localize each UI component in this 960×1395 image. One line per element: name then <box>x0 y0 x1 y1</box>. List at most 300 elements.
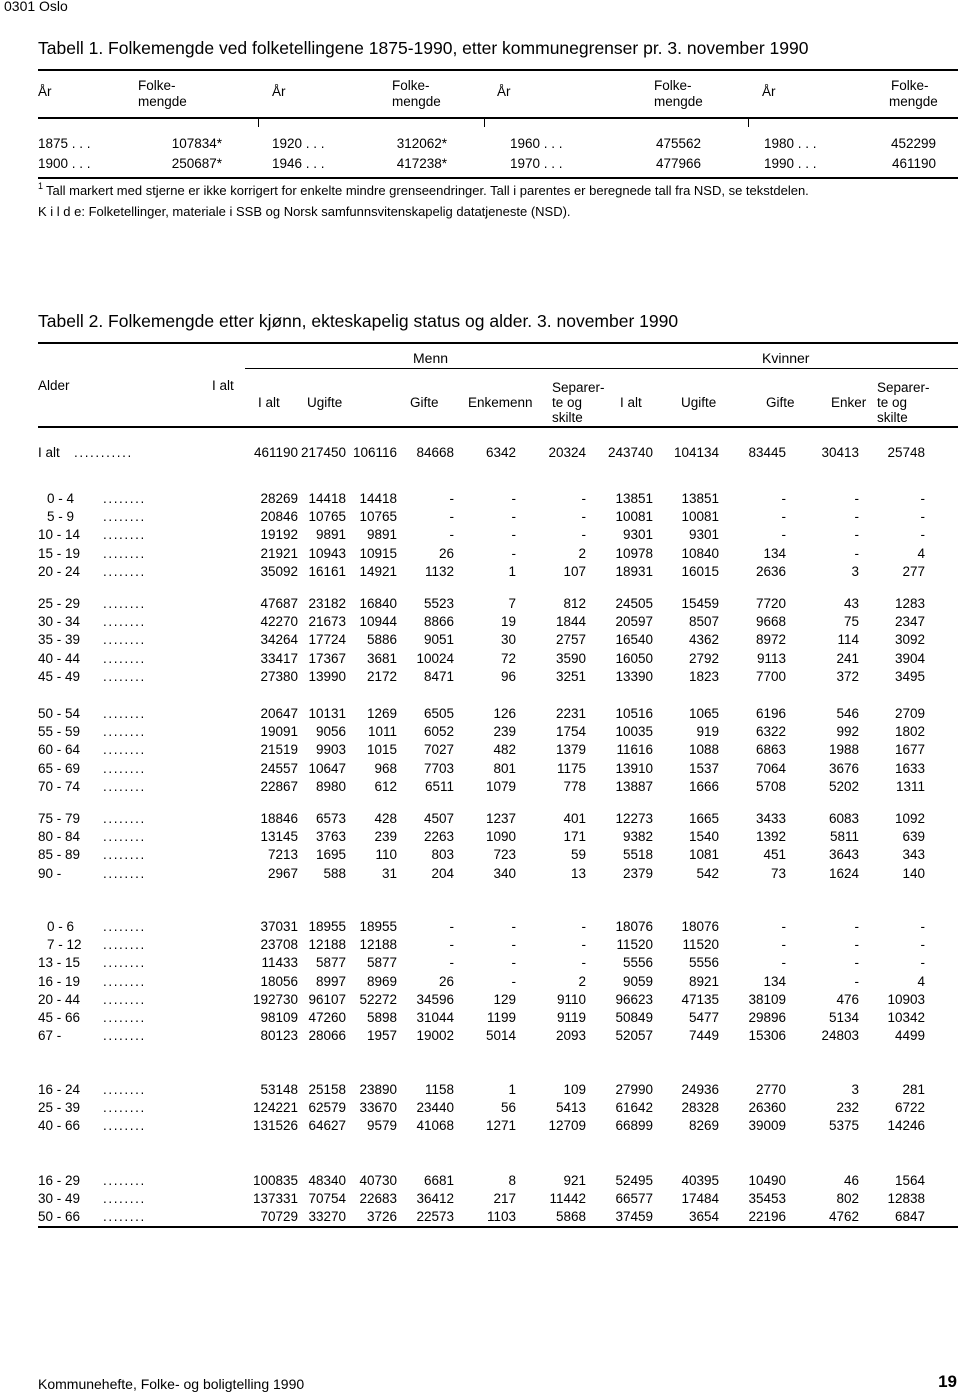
population-cell: 461190 <box>891 156 936 171</box>
data-cell: 3654 <box>688 1209 719 1225</box>
data-cell: 10647 <box>308 760 346 776</box>
data-cell: 53148 <box>260 1082 298 1097</box>
data-cell: 1079 <box>485 778 516 794</box>
data-cell: 372 <box>836 668 859 684</box>
dot-leader: ........ <box>103 668 146 684</box>
data-cell: 18076 <box>681 919 719 934</box>
data-cell: 12188 <box>359 937 397 953</box>
data-cell: 1090 <box>485 829 516 845</box>
data-cell: 1540 <box>688 829 719 845</box>
data-cell: 84668 <box>416 445 454 460</box>
data-cell: 19192 <box>260 527 298 543</box>
data-cell: 15459 <box>681 596 719 611</box>
data-cell: - <box>511 955 516 971</box>
data-cell: 30 <box>500 632 516 648</box>
data-cell: 4762 <box>828 1209 859 1225</box>
data-cell: 104134 <box>673 445 719 460</box>
col-women-ialt: I alt <box>620 395 642 410</box>
data-cell: 1677 <box>894 742 925 758</box>
data-cell: 801 <box>493 760 516 776</box>
data-cell: 8507 <box>688 614 719 630</box>
data-cell: 5375 <box>828 1118 859 1134</box>
data-cell: 5877 <box>366 955 397 971</box>
data-cell: 803 <box>431 847 454 863</box>
data-cell: 19002 <box>416 1028 454 1044</box>
data-cell: 7 <box>508 596 516 611</box>
data-cell: 8997 <box>315 973 346 989</box>
data-cell: 19091 <box>260 724 298 740</box>
data-cell: 41068 <box>416 1118 454 1134</box>
row-label: 20 - 24 <box>38 563 81 579</box>
data-cell: 6722 <box>894 1100 925 1116</box>
row-label: 20 - 44 <box>38 991 81 1007</box>
row-label: 75 - 79 <box>38 811 81 826</box>
data-cell: 1237 <box>485 811 516 826</box>
data-cell: - <box>854 973 859 989</box>
data-cell: 12188 <box>308 937 346 953</box>
data-cell: 5556 <box>622 955 653 971</box>
row-label: 0 - 6 <box>47 919 75 934</box>
data-cell: 13145 <box>260 829 298 845</box>
data-cell: 72 <box>500 650 516 666</box>
col-pop-header-line1: Folke- <box>138 78 176 93</box>
data-cell: 239 <box>493 724 516 740</box>
data-cell: 1175 <box>556 760 586 776</box>
dot-leader: ........ <box>103 1028 146 1044</box>
data-cell: - <box>854 527 859 543</box>
data-cell: 56 <box>500 1100 516 1116</box>
data-cell: 22573 <box>416 1209 454 1225</box>
table1-title: Tabell 1. Folkemengde ved folketellingene 1875-1990, etter kommunegrenser pr. 3. november 1990 <box>38 38 809 58</box>
data-cell: 1103 <box>486 1209 516 1225</box>
data-cell: 6847 <box>894 1209 925 1225</box>
dot-leader: ........ <box>103 632 146 648</box>
data-cell: 42270 <box>260 614 298 630</box>
data-cell: 134 <box>763 545 786 561</box>
footer-publication: Kommunehefte, Folke- og boligtelling 1990 <box>38 1376 305 1392</box>
data-cell: 12273 <box>615 811 653 826</box>
col-men-sep-1: Separer- <box>552 380 605 395</box>
data-cell: - <box>581 509 586 525</box>
data-cell: 1754 <box>555 724 586 740</box>
data-cell: 31 <box>381 865 397 881</box>
data-cell: - <box>511 491 516 506</box>
data-cell: 2967 <box>267 865 298 881</box>
data-cell: 5886 <box>366 632 397 648</box>
table1-top-rule <box>38 69 958 71</box>
data-cell: 14418 <box>359 491 397 506</box>
data-cell: 83445 <box>748 445 786 460</box>
data-cell: 1199 <box>486 1010 516 1025</box>
col-men-sep-2: te og <box>552 395 583 410</box>
data-cell: 7064 <box>755 760 786 776</box>
data-cell: 428 <box>374 811 397 826</box>
data-cell: - <box>854 509 859 525</box>
dot-leader: ........ <box>103 829 146 845</box>
data-cell: 23708 <box>260 937 298 953</box>
data-cell: 33670 <box>359 1100 397 1116</box>
row-label: 16 - 19 <box>38 973 81 989</box>
data-cell: 9051 <box>423 632 454 648</box>
data-cell: - <box>920 527 925 543</box>
data-cell: 1823 <box>688 668 719 684</box>
data-cell: - <box>781 955 786 971</box>
data-cell: 33417 <box>260 650 298 666</box>
col-men-ialt: I alt <box>258 395 280 410</box>
col-pop-header-line2: mengde <box>889 94 938 109</box>
data-cell: 8269 <box>688 1118 719 1134</box>
col-pop-header-line1: Folke- <box>654 78 692 93</box>
data-cell: 13910 <box>615 760 653 776</box>
row-label: 13 - 15 <box>38 955 81 971</box>
data-cell: 137331 <box>252 1191 298 1207</box>
data-cell: - <box>581 527 586 543</box>
data-cell: 4499 <box>894 1028 925 1044</box>
data-cell: 2792 <box>688 650 719 666</box>
row-label: 67 - <box>38 1028 62 1044</box>
data-cell: 9056 <box>315 724 346 740</box>
group-men: Menn <box>413 350 449 366</box>
table1-source <box>38 204 571 219</box>
data-cell: 61642 <box>615 1100 653 1116</box>
row-label: 45 - 66 <box>38 1010 81 1025</box>
data-cell: - <box>581 955 586 971</box>
table2-bottom-rule <box>38 1226 958 1228</box>
data-cell: - <box>920 919 925 934</box>
data-cell: - <box>581 937 586 953</box>
data-cell: 1379 <box>555 742 586 758</box>
data-cell: 21519 <box>260 742 298 758</box>
dot-leader: ........ <box>103 724 146 740</box>
row-label: 30 - 34 <box>38 614 81 630</box>
data-cell: 21921 <box>260 545 298 561</box>
data-cell: - <box>511 509 516 525</box>
group-women: Kvinner <box>762 350 810 366</box>
data-cell: 52057 <box>615 1028 653 1044</box>
row-label: 7 - 12 <box>47 937 82 953</box>
data-cell: 9059 <box>622 973 653 989</box>
data-cell: 2231 <box>555 706 586 721</box>
data-cell: 26360 <box>748 1100 786 1116</box>
data-cell: 28328 <box>681 1100 719 1116</box>
data-cell: 1392 <box>755 829 786 845</box>
data-cell: 10943 <box>308 545 346 561</box>
page-header: 0301 Oslo <box>4 0 68 14</box>
data-cell: 343 <box>902 847 925 863</box>
population-cell: 107834* <box>171 136 222 151</box>
data-cell: - <box>511 527 516 543</box>
col-year-header: År <box>762 84 776 99</box>
data-cell: 6052 <box>423 724 454 740</box>
data-cell: 13990 <box>308 668 346 684</box>
data-cell: 6322 <box>755 724 786 740</box>
dot-leader: ........ <box>103 1100 146 1116</box>
col-women-sep-2: te og <box>877 395 908 410</box>
data-cell: - <box>920 937 925 953</box>
data-cell: 10035 <box>615 724 653 740</box>
data-cell: 6511 <box>424 778 454 794</box>
data-cell: 1 <box>508 1082 516 1097</box>
data-cell: 10765 <box>308 509 346 525</box>
data-cell: 3590 <box>555 650 586 666</box>
data-cell: 919 <box>696 724 719 740</box>
data-cell: 243740 <box>607 445 653 460</box>
data-cell: 3643 <box>828 847 859 863</box>
data-cell: 96107 <box>308 991 346 1007</box>
data-cell: 401 <box>563 811 586 826</box>
footnote-marker: 1 <box>38 181 44 191</box>
data-cell: 24803 <box>821 1028 859 1044</box>
data-cell: 5877 <box>315 955 346 971</box>
data-cell: 921 <box>563 1173 586 1188</box>
data-cell: 98109 <box>260 1010 298 1025</box>
data-cell: 1081 <box>688 847 719 863</box>
data-cell: 8471 <box>423 668 454 684</box>
dot-leader: ........ <box>103 973 146 989</box>
table1-divider-2 <box>484 117 485 127</box>
data-cell: 13 <box>570 865 586 881</box>
data-cell: 22683 <box>359 1191 397 1207</box>
data-cell: 70754 <box>308 1191 346 1207</box>
data-cell: 1271 <box>485 1118 516 1134</box>
data-cell: 46 <box>843 1173 859 1188</box>
data-cell: 4362 <box>688 632 719 648</box>
data-cell: 3 <box>851 563 859 579</box>
table1-divider-1 <box>258 117 259 127</box>
data-cell: - <box>449 955 454 971</box>
data-cell: 26 <box>438 973 454 989</box>
data-cell: 13851 <box>615 491 653 506</box>
data-cell: 2379 <box>622 865 653 881</box>
data-cell: 24557 <box>260 760 298 776</box>
data-cell: 6342 <box>485 445 516 460</box>
data-cell: - <box>449 919 454 934</box>
row-label: 40 - 44 <box>38 650 81 666</box>
data-cell: 2 <box>578 973 586 989</box>
data-cell: 27990 <box>615 1082 653 1097</box>
data-cell: 10342 <box>887 1010 925 1025</box>
data-cell: 5811 <box>829 829 859 845</box>
data-cell: 21673 <box>308 614 346 630</box>
data-cell: 6681 <box>423 1173 454 1188</box>
data-cell: 13851 <box>681 491 719 506</box>
data-cell: 34596 <box>416 991 454 1007</box>
data-cell: 9903 <box>315 742 346 758</box>
data-cell: 20846 <box>260 509 298 525</box>
data-cell: 28066 <box>308 1028 346 1044</box>
data-cell: - <box>581 491 586 506</box>
data-cell: 588 <box>323 865 346 881</box>
data-cell: 11520 <box>682 937 719 953</box>
data-cell: 39009 <box>748 1118 786 1134</box>
col-alder: Alder <box>38 378 70 393</box>
dot-leader: ........ <box>103 778 146 794</box>
dot-leader: ........ <box>103 919 146 934</box>
data-cell: 10081 <box>615 509 653 525</box>
data-cell: 9301 <box>622 527 653 543</box>
data-cell: 70729 <box>260 1209 298 1225</box>
data-cell: 11616 <box>616 742 653 758</box>
data-cell: 476 <box>836 991 859 1007</box>
data-cell: - <box>511 937 516 953</box>
data-cell: 18076 <box>615 919 653 934</box>
data-cell: - <box>854 955 859 971</box>
data-cell: 1695 <box>315 847 346 863</box>
data-cell: 8980 <box>315 778 346 794</box>
footer-page-number: 19 <box>938 1372 957 1391</box>
data-cell: 16540 <box>615 632 653 648</box>
year-cell: 1980 . . . <box>764 136 817 151</box>
data-cell: 33270 <box>308 1209 346 1225</box>
data-cell: - <box>920 491 925 506</box>
data-cell: 13887 <box>615 778 653 794</box>
data-cell: 1624 <box>828 865 859 881</box>
data-cell: 11433 <box>261 955 298 971</box>
row-label: 60 - 64 <box>38 742 81 758</box>
data-cell: 277 <box>902 563 925 579</box>
data-cell: 100835 <box>252 1173 298 1188</box>
row-label: 50 - 54 <box>38 706 81 721</box>
data-cell: 9668 <box>755 614 786 630</box>
dot-leader: ........ <box>103 614 146 630</box>
table2-top-rule <box>38 342 958 344</box>
dot-leader: ........ <box>103 527 146 543</box>
data-cell: 1988 <box>828 742 859 758</box>
dot-leader: ........ <box>103 1082 146 1097</box>
data-cell: 461190 <box>253 445 298 460</box>
data-cell: 14921 <box>359 563 397 579</box>
data-cell: 10081 <box>681 509 719 525</box>
dot-leader: ........ <box>103 811 146 826</box>
data-cell: 1665 <box>688 811 719 826</box>
row-label: I alt <box>38 445 60 460</box>
data-cell: - <box>781 527 786 543</box>
data-cell: 5708 <box>755 778 786 794</box>
col-women-enker: Enker <box>831 395 867 410</box>
population-cell: 312062* <box>396 136 447 151</box>
data-cell: 114 <box>837 632 859 648</box>
data-cell: 192730 <box>252 991 298 1007</box>
data-cell: 992 <box>836 724 859 740</box>
data-cell: 16050 <box>615 650 653 666</box>
source-label: K i l d e: <box>38 204 85 219</box>
col-women-sep-1: Separer- <box>877 380 930 395</box>
data-cell: - <box>854 937 859 953</box>
row-label: 90 - <box>38 865 62 881</box>
data-cell: 3495 <box>894 668 925 684</box>
col-women-ugifte: Ugifte <box>681 395 717 410</box>
data-cell: 3433 <box>755 811 786 826</box>
dot-leader: ........ <box>103 760 146 776</box>
data-cell: - <box>920 955 925 971</box>
data-cell: 7703 <box>423 760 454 776</box>
data-cell: 217 <box>493 1191 516 1207</box>
col-men-ugifte: Ugifte <box>307 395 343 410</box>
source-text: Folketellinger, materiale i SSB og Norsk samfunnsvitenskapelig datatjeneste (NSD). <box>88 204 571 219</box>
data-cell: - <box>449 937 454 953</box>
data-cell: 4507 <box>423 811 454 826</box>
data-cell: 1065 <box>688 706 719 721</box>
col-total: I alt <box>212 378 234 393</box>
data-cell: 2709 <box>894 706 925 721</box>
data-cell: 19 <box>500 614 516 630</box>
data-cell: 73 <box>770 865 786 881</box>
data-cell: 546 <box>836 706 859 721</box>
col-pop-header-line2: mengde <box>654 94 703 109</box>
data-cell: 1011 <box>367 724 397 740</box>
data-cell: 3726 <box>366 1209 397 1225</box>
table1-footnote: Tall markert med stjerne er ikke korrigert for enkelte mindre grenseendringer. Tall i parentes er beregnede tall fra NSD, se tekstdelen. <box>46 183 809 198</box>
data-cell: 36412 <box>416 1191 454 1207</box>
data-cell: 639 <box>902 829 925 845</box>
col-women-gifte: Gifte <box>766 395 795 410</box>
col-men-enkemenn: Enkemenn <box>468 395 533 410</box>
data-cell: 9119 <box>556 1010 586 1025</box>
data-cell: 124221 <box>252 1100 298 1116</box>
data-cell: 66577 <box>615 1191 653 1207</box>
data-cell: 5014 <box>485 1028 516 1044</box>
data-cell: - <box>781 937 786 953</box>
data-cell: 3092 <box>894 632 925 648</box>
data-cell: 10765 <box>359 509 397 525</box>
data-cell: 140 <box>902 865 925 881</box>
data-cell: 1802 <box>894 724 925 740</box>
row-label: 35 - 39 <box>38 632 81 648</box>
data-cell: 1 <box>508 563 516 579</box>
data-cell: 131526 <box>252 1118 298 1134</box>
data-cell: 16840 <box>359 596 397 611</box>
row-label: 16 - 29 <box>38 1173 81 1188</box>
data-cell: 968 <box>374 760 397 776</box>
data-cell: 8969 <box>366 973 397 989</box>
row-label: 15 - 19 <box>38 545 81 561</box>
data-cell: - <box>781 491 786 506</box>
dot-leader: ........ <box>103 955 146 971</box>
data-cell: 1537 <box>688 760 719 776</box>
year-cell: 1990 . . . <box>764 156 817 171</box>
data-cell: - <box>854 545 859 561</box>
table1-bottom-rule <box>38 177 958 179</box>
data-cell: 9891 <box>315 527 346 543</box>
data-cell: 5477 <box>688 1010 719 1025</box>
data-cell: 10915 <box>359 545 397 561</box>
data-cell: 24505 <box>615 596 653 611</box>
table2-header-rule <box>38 426 958 428</box>
dot-leader: ........ <box>103 1118 146 1134</box>
data-cell: 20597 <box>615 614 653 630</box>
year-cell: 1946 . . . <box>272 156 325 171</box>
data-cell: 9110 <box>556 991 586 1007</box>
population-cell: 475562 <box>655 136 701 151</box>
data-cell: 23440 <box>416 1100 454 1116</box>
data-cell: 10903 <box>887 991 925 1007</box>
row-label: 25 - 39 <box>38 1100 81 1116</box>
data-cell: 1269 <box>366 706 397 721</box>
data-cell: 40395 <box>681 1173 719 1188</box>
data-cell: 12838 <box>887 1191 925 1207</box>
data-cell: 80123 <box>260 1028 298 1044</box>
data-cell: 10978 <box>615 545 653 561</box>
dot-leader: ........ <box>103 847 146 863</box>
data-cell: 2093 <box>555 1028 586 1044</box>
data-cell: 31044 <box>416 1010 454 1025</box>
data-cell: 18056 <box>260 973 298 989</box>
data-cell: 11442 <box>549 1191 586 1207</box>
col-pop-header-line1: Folke- <box>891 78 929 93</box>
data-cell: 30413 <box>821 445 859 460</box>
row-label: 40 - 66 <box>38 1118 81 1134</box>
data-cell: 64627 <box>308 1118 346 1134</box>
